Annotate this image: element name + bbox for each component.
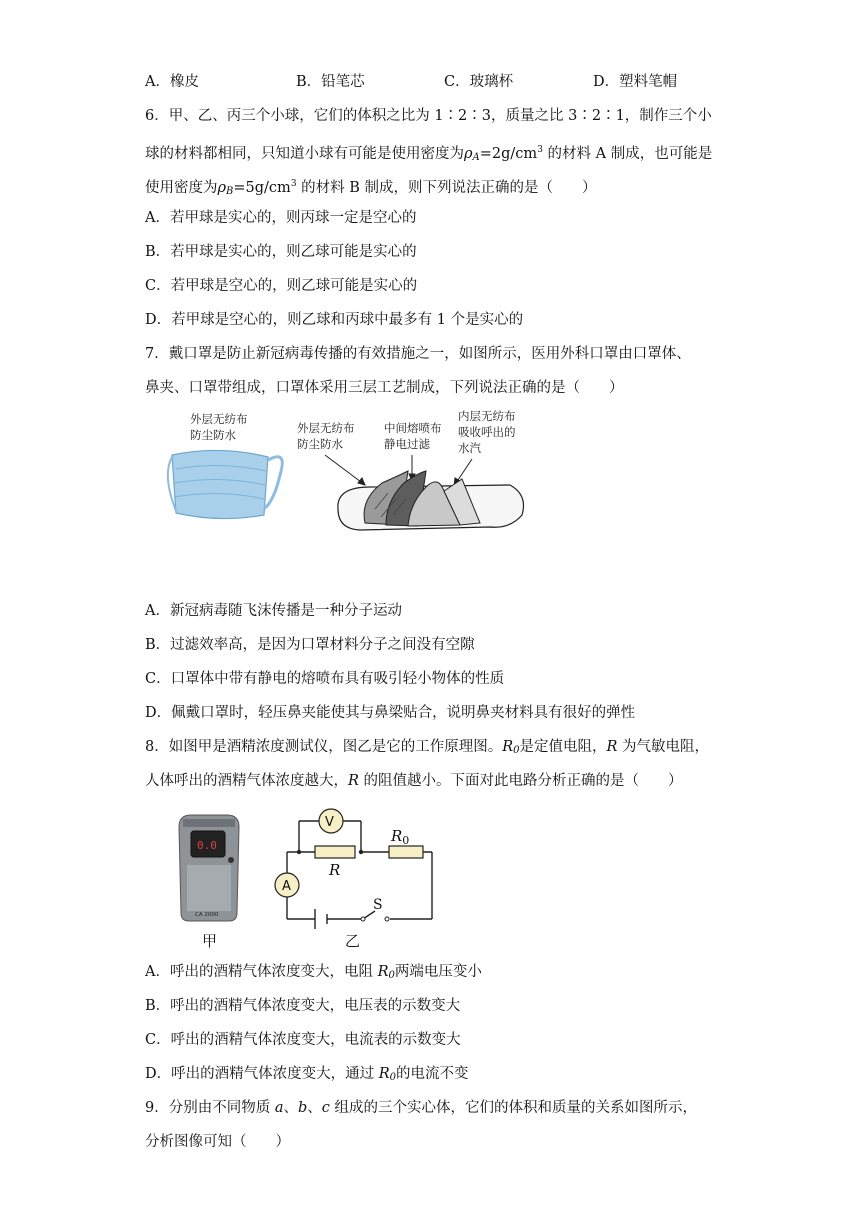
resistor-r0-label: $R_0$ [391, 827, 410, 847]
q8-text: 的电流不变 [396, 1066, 469, 1082]
r0-subscript: 0 [388, 970, 395, 981]
substance-b: b [298, 1100, 308, 1116]
q7-option-c: C．口罩体中带有静电的熔喷布具有吸引轻小物体的性质 [145, 671, 505, 687]
caption-yi: 乙 [345, 932, 361, 950]
mask-figure [160, 405, 560, 540]
q7-option-b: B．过滤效率高，是因为口罩材料分子之间没有空隙 [145, 637, 475, 653]
q6-stem-line-1: 6．甲、乙、丙三个小球，它们的体积之比为 1∶2∶3，质量之比 3∶2∶1，制作三个小 [145, 108, 712, 124]
surgical-mask-image [168, 450, 282, 518]
q6-stem-line-3 [145, 174, 597, 202]
q8-text: 8．如图甲是酒精浓度测试仪，图乙是它的工作原理图。 [145, 739, 503, 755]
q5-option-b: B．铅笔芯 [296, 74, 365, 90]
r-symbol: R [606, 739, 618, 755]
q5-option-d: D．塑料笔帽 [593, 74, 678, 90]
inner-layer-label-3: 水汽 [458, 441, 481, 455]
q9-text: 组成的三个实心体，它们的体积和质量的关系如图所示， [329, 1100, 698, 1116]
q7-stem-line-1: 7．戴口罩是防止新冠病毒传播的有效措施之一，如图所示，医用外科口罩由口罩体、 [145, 346, 691, 362]
q5-option-c: C．玻璃杯 [444, 74, 514, 90]
rho-symbol: ρ [217, 180, 227, 196]
r0-subscript: 0 [389, 1072, 397, 1083]
q8-text: A．呼出的酒精气体浓度变大，电阻 [145, 964, 378, 980]
resistor-r-label: R [329, 861, 341, 879]
unit-superscript: 3 [537, 145, 543, 155]
q7-stem-line-2: 鼻夹、口罩带组成，口罩体采用三层工艺制成，下列说法正确的是（ ） [145, 380, 624, 396]
q7-option-d: D．佩戴口罩时，轻压鼻夹能使其与鼻梁贴合，说明鼻夹材料具有很好的弹性 [145, 705, 636, 721]
q8-option-d [145, 1064, 469, 1088]
q6-text: 球的材料都相同，只知道小球有可能是使用密度为 [145, 146, 464, 162]
q6-text: 的材料 A 制成，也可能是 [542, 146, 713, 162]
q6-option-a: A．若甲球是实心的，则丙球一定是空心的 [145, 210, 417, 226]
q9-text: 9．分别由不同物质 [145, 1100, 275, 1116]
q6-option-d: D．若甲球是空心的，则乙球和丙球中最多有 1 个是实心的 [145, 312, 524, 328]
q8-option-c: C．呼出的酒精气体浓度变大，电流表的示数变大 [145, 1032, 461, 1048]
q8-text: D．呼出的酒精气体浓度变大，通过 [145, 1066, 379, 1082]
middle-layer-label-2: 静电过滤 [384, 437, 430, 451]
middle-layer-label-1: 中间熔喷布 [384, 421, 442, 435]
q8-option-b: B．呼出的酒精气体浓度变大，电压表的示数变大 [145, 998, 461, 1014]
substance-c: c [321, 1100, 330, 1116]
q9-stem-line-1 [145, 1098, 697, 1118]
unit-superscript: 3 [290, 179, 297, 189]
q6-text: 使用密度为 [145, 180, 218, 196]
q8-text: 的阻值越小。下面对此电路分析正确的是（ ） [358, 773, 683, 789]
r0-symbol: R [502, 739, 514, 755]
resistor-r [315, 846, 355, 858]
q6-text: 的材料 B 制成，则下列说法正确的是（ ） [296, 180, 597, 196]
q6-option-b: B．若甲球是实心的，则乙球可能是实心的 [145, 244, 417, 260]
rho-subscript: B [226, 186, 234, 197]
q6-stem-line-2 [145, 140, 712, 168]
r0-subscript: 0 [513, 745, 520, 756]
mask-label-line-1: 外层无纺布 [190, 412, 248, 426]
q6-text: =5g/cm [233, 180, 291, 196]
rho-symbol: ρ [464, 146, 473, 162]
q7-option-a: A．新冠病毒随飞沫传播是一种分子运动 [145, 603, 402, 619]
q9-text: 、 [307, 1100, 322, 1116]
q8-option-a [145, 962, 482, 986]
mask-label-line-2: 防尘防水 [190, 428, 236, 442]
q8-stem-line-1 [145, 737, 709, 761]
q8-text: 为气敏电阻， [617, 739, 710, 755]
ammeter-label: A [282, 879, 291, 894]
breathalyzer-figure [165, 805, 450, 955]
mask-layers-diagram [338, 471, 524, 530]
device-model-label: CA 2000 [195, 912, 219, 918]
q5-option-a: A．橡皮 [145, 74, 199, 90]
breathalyzer-device [179, 815, 239, 921]
q8-stem-line-2 [145, 771, 683, 791]
switch-label: S [373, 897, 383, 913]
q6-option-c: C．若甲球是空心的，则乙球可能是实心的 [145, 278, 418, 294]
inner-layer-label-1: 内层无纺布 [458, 409, 516, 423]
r-symbol: R [348, 773, 359, 789]
r0-symbol: R [377, 964, 389, 980]
rho-subscript: A [472, 152, 480, 163]
circuit-diagram [287, 821, 432, 929]
q8-text: 人体呼出的酒精气体浓度越大， [145, 773, 348, 789]
substance-a: a [274, 1100, 284, 1116]
caption-jia: 甲 [202, 932, 218, 950]
r0-symbol: R [378, 1066, 390, 1082]
outer-layer-label-1: 外层无纺布 [297, 421, 355, 435]
q9-text: 、 [283, 1100, 298, 1116]
resistor-r0 [389, 846, 423, 858]
q6-text: =2g/cm [479, 146, 538, 162]
device-display-readout: 0.0 [197, 839, 217, 852]
outer-layer-label-2: 防尘防水 [297, 437, 343, 451]
voltmeter-label: V [325, 815, 334, 830]
inner-layer-label-2: 吸收呼出的 [458, 425, 516, 439]
q9-stem-line-2: 分析图像可知（ ） [145, 1134, 290, 1150]
q8-text: 两端电压变小 [394, 964, 482, 980]
q8-text: 是定值电阻， [519, 739, 607, 755]
